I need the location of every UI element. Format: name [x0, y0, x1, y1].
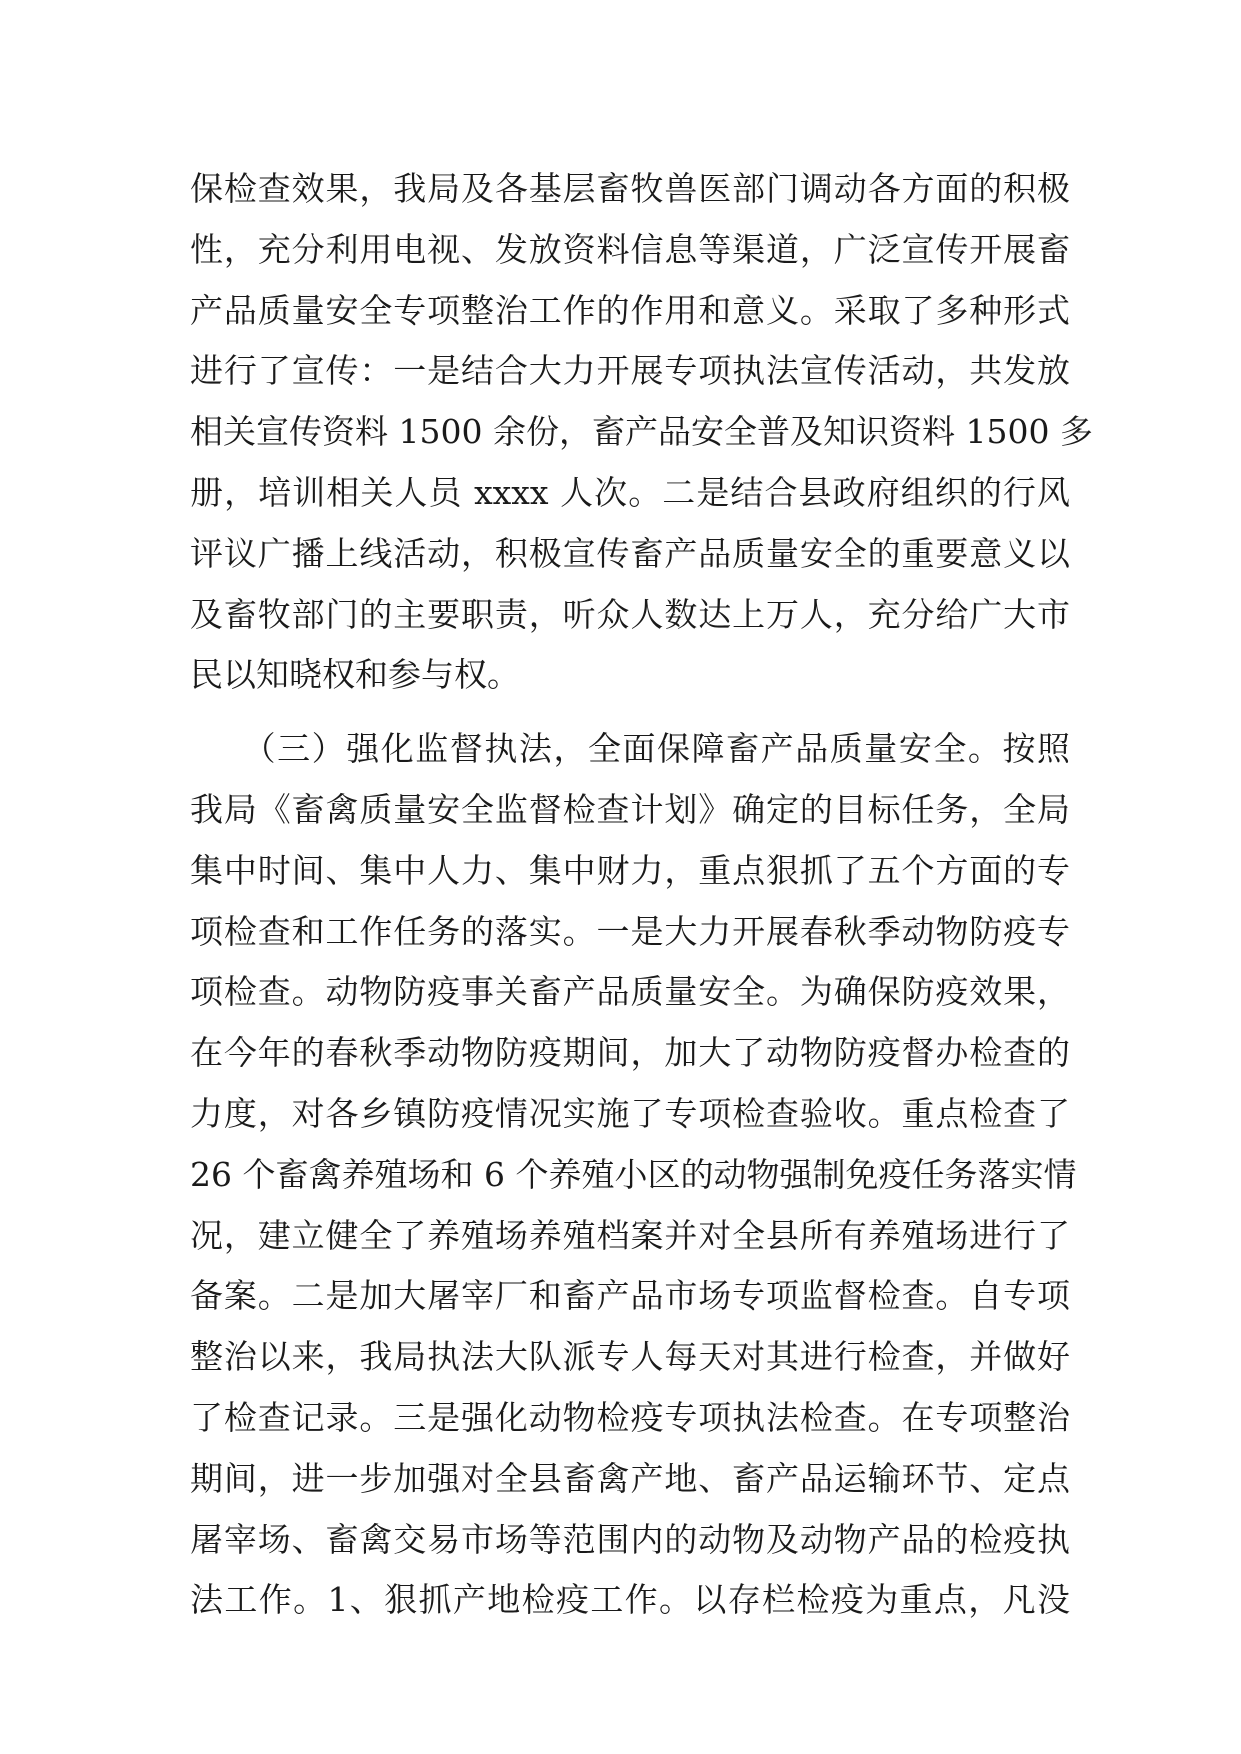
text-line: 相关宣传资料 1500 余份，畜产品安全普及知识资料 1500 多	[190, 412, 1093, 452]
text-line: 性，充分利用电视、发放资料信息等渠道，广泛宣传开展畜	[190, 229, 1070, 269]
text-line: 备案。二是加大屠宰厂和畜产品市场专项监督检查。自专项	[190, 1276, 1070, 1316]
text-line: 册，培训相关人员 xxxx 人次。二是结合县政府组织的行风	[190, 472, 1070, 512]
text-line: 期间，进一步加强对全县畜禽产地、畜产品运输环节、定点	[190, 1458, 1070, 1498]
text-line: 在今年的春秋季动物防疫期间，加大了动物防疫督办检查的	[190, 1033, 1070, 1073]
text-line: （三）强化监督执法，全面保障畜产品质量安全。按照	[190, 729, 1070, 769]
text-line: 进行了宣传：一是结合大力开展专项执法宣传活动，共发放	[190, 351, 1070, 391]
text-line: 力度，对各乡镇防疫情况实施了专项检查验收。重点检查了	[190, 1093, 1070, 1133]
text-line: 法工作。1、狠抓产地检疫工作。以存栏检疫为重点，凡没	[190, 1580, 1070, 1620]
text-line: 集中时间、集中人力、集中财力，重点狠抓了五个方面的专	[190, 850, 1070, 890]
text-line: 整治以来，我局执法大队派专人每天对其进行检查，并做好	[190, 1337, 1070, 1377]
paragraph-gap	[190, 706, 1070, 719]
text-line: 26 个畜禽养殖场和 6 个养殖小区的动物强制免疫任务落实情	[190, 1154, 1077, 1194]
text-line: 评议广播上线活动，积极宣传畜产品质量安全的重要意义以	[190, 533, 1070, 573]
text-line: 我局《畜禽质量安全监督检查计划》确定的目标任务，全局	[190, 789, 1070, 829]
text-line: 项检查和工作任务的落实。一是大力开展春秋季动物防疫专	[190, 911, 1070, 951]
text-line: 屠宰场、畜禽交易市场等范围内的动物及动物产品的检疫执	[190, 1519, 1070, 1559]
text-line: 保检查效果，我局及各基层畜牧兽医部门调动各方面的积极	[190, 169, 1070, 208]
text-line: 了检查记录。三是强化动物检疫专项执法检查。在专项整治	[190, 1397, 1070, 1437]
text-line: 产品质量安全专项整治工作的作用和意义。采取了多种形式	[190, 290, 1070, 330]
body-text	[190, 159, 1093, 1631]
text-line: 项检查。动物防疫事关畜产品质量安全。为确保防疫效果，	[190, 972, 1070, 1012]
text-line: 况，建立健全了养殖场养殖档案并对全县所有养殖场进行了	[190, 1215, 1070, 1255]
text-line: 及畜牧部门的主要职责，听众人数达上万人，充分给广大市	[190, 594, 1070, 634]
text-line: 民以知晓权和参与权。	[190, 655, 520, 695]
